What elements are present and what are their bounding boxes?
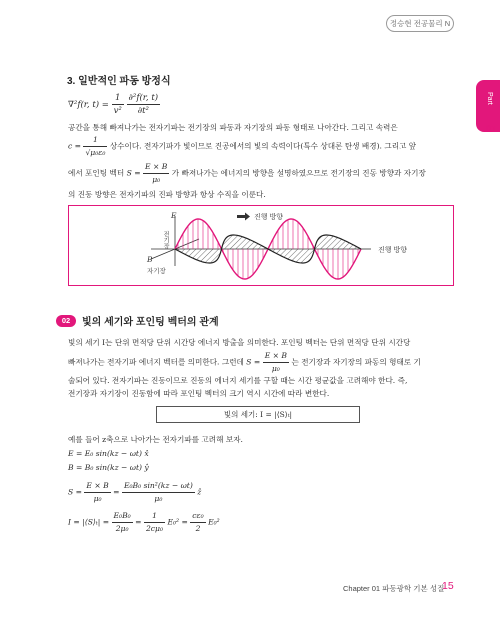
- page-number: 15: [442, 580, 454, 592]
- eq-poynting-example: [68, 480, 201, 505]
- poynting-den: μ₀: [152, 175, 161, 184]
- wave-eq-deriv-den: ∂t²: [137, 106, 149, 116]
- para1-line2: [68, 134, 416, 159]
- eq-s-den2: μ₀: [154, 494, 163, 503]
- speed-c-lhs: c =: [68, 141, 82, 151]
- poynting2-lhs: S =: [246, 357, 261, 367]
- eq-i-end: E₀²: [208, 517, 220, 527]
- eq-s-frac2: [122, 480, 195, 505]
- poynting-frac: [143, 161, 169, 186]
- para2-line2-post: 는 전기장과 자기장의 파동의 형태로 기: [291, 357, 421, 367]
- poynting-num: E × B: [143, 161, 169, 174]
- speed-c-num: 1: [83, 134, 107, 147]
- para1-line2-text: 상수이다. 전자기파가 빛이므로 진공에서의 빛의 속력이다(특수 상대론 탄생 배경). 그리고 앞: [109, 141, 417, 151]
- wave-eq-coef: [112, 92, 124, 117]
- right-direction-label: 진행 방향: [378, 247, 407, 254]
- para1-line4: 의 진동 방향은 전자기파의 진파 방향과 항상 수직을 이룬다.: [68, 190, 266, 199]
- eq-i-num1: E₀B₀: [112, 510, 133, 523]
- poynting2-num: E × B: [263, 350, 289, 363]
- section-02-badge: 02: [56, 315, 76, 327]
- header-tag: 정승현 전공물리 N: [386, 15, 454, 32]
- wave-eq-lhs: ∇²f(r, t) =: [68, 100, 109, 110]
- eq-s-equals: =: [113, 487, 120, 497]
- para2-line4: 전기장과 자기장이 진동함에 따라 포인팅 벡터의 크기 역시 시간에 따라 변한다.: [68, 389, 330, 398]
- poynting-lhs: S =: [126, 168, 141, 178]
- wave-eq-coef-num: 1: [112, 92, 124, 105]
- eq-s-zhat: ẑ: [197, 487, 202, 497]
- eq-s-den1: μ₀: [93, 494, 102, 503]
- footer-chapter: Chapter 01 파동광학 기본 성질: [343, 584, 445, 593]
- part-number: 01: [485, 124, 496, 134]
- eq-i-frac1: [112, 510, 133, 535]
- para2-line2: [68, 350, 421, 375]
- section-02-title: 빛의 세기와 포인팅 벡터의 관계: [82, 317, 219, 328]
- speed-c-den: √μ₀ε₀: [85, 148, 106, 157]
- para1-line3-pre: 에서 포인팅 벡터: [68, 168, 125, 178]
- em-wave-figure: [68, 205, 454, 286]
- eq-i-frac3: [190, 510, 205, 535]
- wave-eq-derivative: [127, 92, 161, 117]
- para1-line3: [68, 161, 426, 186]
- eq-i-den3: 2: [195, 524, 201, 533]
- e-label: E: [171, 211, 177, 220]
- eq-s-num1: E × B: [84, 480, 110, 493]
- eq-i-frac2: [144, 510, 165, 535]
- eq-i-den2: 2cμ₀: [145, 524, 164, 533]
- example-intro: 예를 들어 z축으로 나아가는 전자기파를 고려해 보자.: [68, 435, 243, 444]
- b-text-label: 자기장: [147, 268, 166, 275]
- b-label: B: [147, 255, 153, 264]
- para2-line1: 빛의 세기 I는 단위 면적당 단위 시간당 에너지 방출을 의미한다. 포인팅 벡터는 단위 면적당 단위 시간당: [68, 338, 411, 347]
- wave-equation: [68, 92, 160, 117]
- section-3-title: 3. 일반적인 파동 방정식: [67, 76, 171, 87]
- poynting2-den: μ₀: [271, 364, 280, 373]
- eq-i-den1: 2μ₀: [115, 524, 129, 533]
- eq-i-num2: 1: [144, 510, 165, 523]
- eq-i-equals1: =: [135, 517, 142, 527]
- e-vertical-label: 전기장: [162, 231, 168, 249]
- eq-intensity-example: [68, 510, 220, 535]
- eq-s-lhs: S =: [68, 487, 82, 497]
- eq-s-frac1: [84, 480, 110, 505]
- eq-i-num3: cε₀: [190, 510, 205, 523]
- para2-line3: 술되어 있다. 전자기파는 진동이므로 진동의 에너지 세기를 구할 때는 시간 평균값을 고려해야 한다. 즉,: [68, 376, 408, 385]
- para2-line2-pre: 빠져나가는 전자기파 에너지 벡터를 의미한다. 그런데: [68, 357, 244, 367]
- para1-line3-post: 가 빠져나가는 에너지의 방향을 설명하였으므로 전기장의 진동 방향과 자기장: [171, 168, 426, 178]
- eq-i-mid: E₀² =: [167, 517, 188, 527]
- poynting2-frac: [263, 350, 289, 375]
- top-direction-label: 진행 방향: [254, 214, 283, 221]
- speed-c-frac: [83, 134, 107, 159]
- wave-eq-coef-den: v²: [113, 106, 122, 116]
- eq-s-num2: E₀B₀ sin²(kz − ωt): [122, 480, 195, 493]
- eq-e-field: E = E₀ sin(kz − ωt) x̂: [68, 449, 149, 458]
- em-wave-svg: [69, 206, 453, 285]
- eq-i-lhs: I = |⟨S⟩ₜ| =: [68, 517, 110, 527]
- part-tab-label: Part: [486, 91, 493, 105]
- propagation-arrow-icon: [237, 213, 250, 221]
- eq-b-field: B = B₀ sin(kz − ωt) ŷ: [68, 463, 149, 472]
- wave-eq-deriv-num: ∂²f(r, t): [128, 93, 159, 103]
- intensity-definition-box: 빛의 세기: I = |⟨S⟩ₜ|: [156, 406, 360, 423]
- para1-line1: 공간을 통해 빠져나가는 전자기파는 전기장의 파동과 자기장의 파동 형태로 나아간다. 그리고 속력은: [68, 123, 398, 132]
